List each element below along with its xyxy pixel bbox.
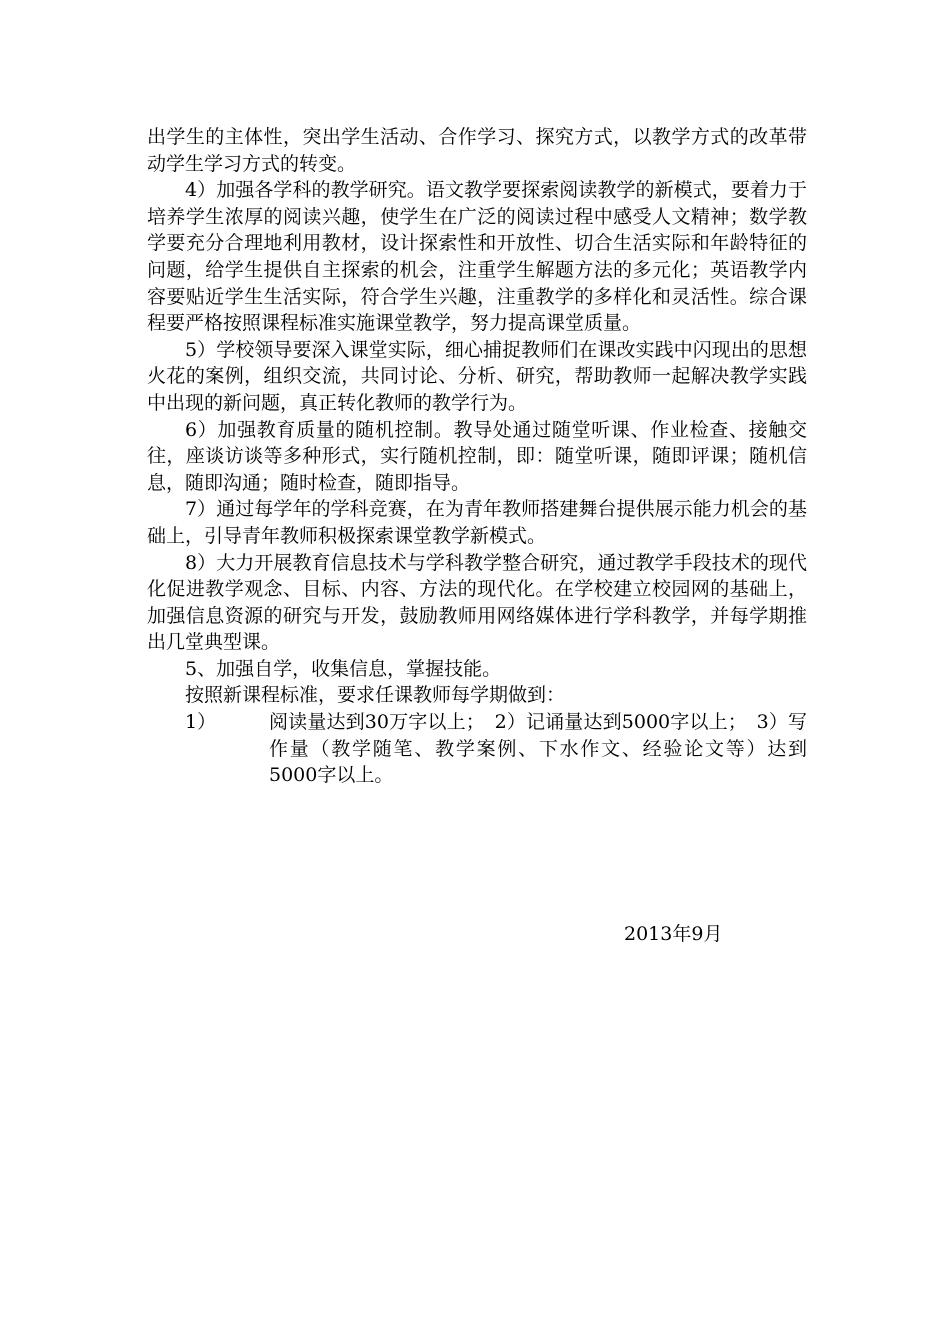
paragraph-item-7: 7）通过每学年的学科竞赛，在为青年教师搭建舞台提供展示能力机会的基础上，引导青年教师积极探索课堂教学新模式。	[147, 498, 807, 547]
paragraph-item-6: 6）加强教育质量的随机控制。教导处通过随堂听课、作业检查、接触交往，座谈访谈等多种形式，实行随机控制，即：随堂听课，随即评课；随机信息，随即沟通；随时检查，随即指导。	[147, 418, 807, 494]
section-heading-5: 5、加强自学，收集信息，掌握技能。	[185, 657, 502, 680]
paragraph-item-4: 4）加强各学科的教学研究。语文教学要探索阅读教学的新模式，要着力于培养学生浓厚的阅读兴趣，使学生在广泛的阅读过程中感受人文精神；数学教学要充分合理地利用教材，设计探索性和开放性、切合生活实际和年龄特征的问题，给学生提供自主探索的机会，注重学生解题方法的多元化；英语教学内容要贴近学生生活实际，符合学生兴趣，注重教学的多样化和灵活性。综合课程要严格按照课程标准实施课堂教学，努力提高课堂质量。	[147, 179, 807, 335]
paragraph-item-5: 5）学校领导要深入课堂实际，细心捕捉教师们在课改实践中闪现出的思想火花的案例，组织交流，共同讨论、分析、研究，帮助教师一起解决教学实践中出现的新问题，真正转化教师的教学行为。	[147, 338, 807, 414]
document-date: 2013年9月	[624, 923, 723, 945]
paragraph-requirement: 按照新课程标准，要求任课教师每学期做到：	[185, 684, 566, 707]
paragraph-item-8: 8）大力开展教育信息技术与学科教学整合研究，通过教学手段技术的现代化促进教学观念、目标、内容、方法的现代化。在学校建立校园网的基础上，加强信息资源的研究与开发，鼓励教师用网络媒体进行学科教学，并每学期推出几堂典型课。	[147, 551, 807, 654]
list-item	[147, 709, 807, 789]
document-body	[147, 124, 807, 789]
paragraph-intro: 出学生的主体性，突出学生活动、合作学习、探究方式，以教学方式的改革带动学生学习方式的转变。	[147, 126, 807, 175]
list-marker: 1）	[185, 711, 217, 734]
list-item-text: 阅读量达到30万字以上； 2）记诵量达到5000字以上； 3）写作量（教学随笔、教学案例、下水作文、经验论文等）达到5000字以上。	[269, 711, 807, 787]
